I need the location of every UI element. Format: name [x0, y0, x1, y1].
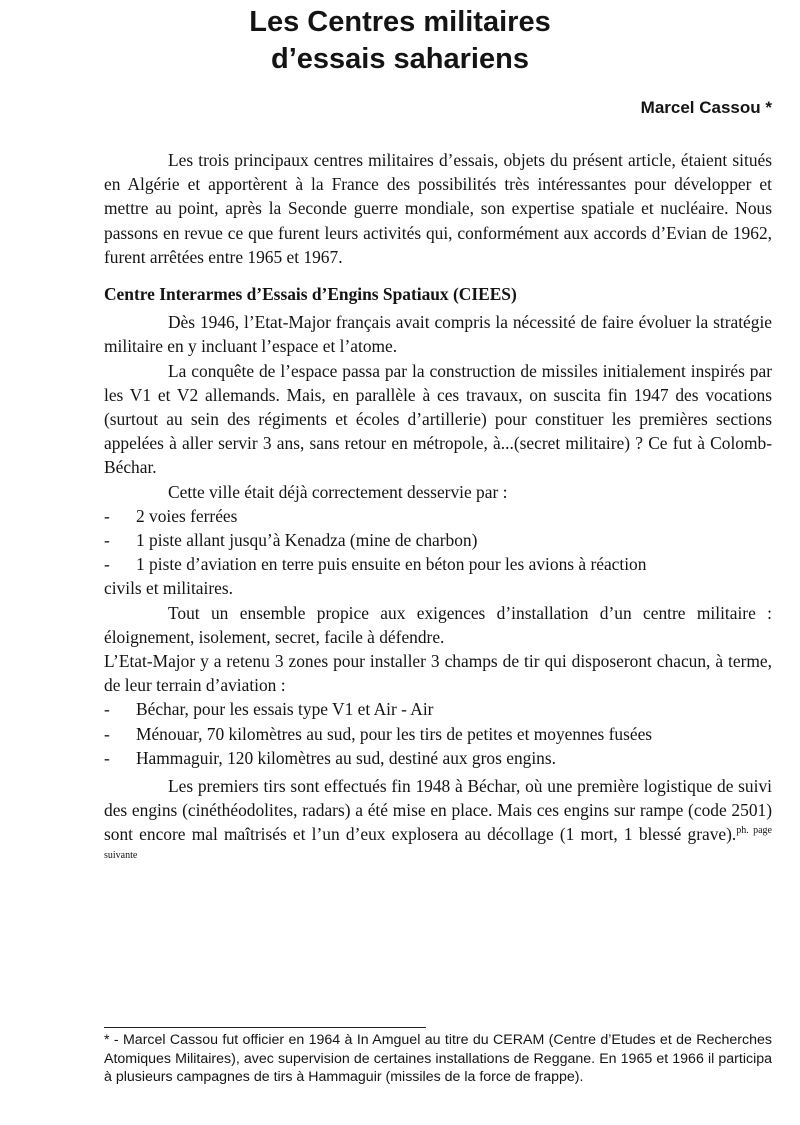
list-item [104, 528, 772, 552]
paragraph-3: Cette ville était déjà correctement desservie par : [168, 481, 508, 502]
paragraph-4: Tout un ensemble propice aux exigences d’installation d’un centre militaire : éloignement, isolement, secret, facile à défendre. [104, 602, 772, 647]
section-heading: Centre Interarmes d’Essais d’Engins Spatiaux (CIEES) [104, 284, 517, 305]
article-title [0, 4, 800, 78]
author-name: Marcel Cassou * [640, 98, 772, 117]
list-dash: - [104, 747, 110, 768]
article-title-line-1: Les Centres militaires [249, 6, 551, 38]
article-body [104, 148, 772, 871]
list-item [104, 746, 772, 770]
list-item-text: 2 voies ferrées [136, 505, 238, 526]
photo-reference-note: ph. page suivante [104, 825, 772, 861]
list-item [104, 697, 772, 721]
list-infrastructure [104, 504, 772, 601]
list-item [104, 552, 772, 576]
intro-paragraph: Les trois principaux centres militaires d’essais, objets du présent article, étaient situés en Algérie et apportèrent à la France des possibilités très intéressantes pour développer et mettre au point, après la Seconde guerre mondiale, son expertise spatiale et nucléaire. Nous passons en revue ce que furent leurs activités qui, conformément aux accords d’Evian de 1962, furent arrêtées entre 1965 et 1967. [104, 150, 772, 267]
article-title-line-2: d’essais sahariens [271, 43, 529, 75]
paragraph-5: L’Etat-Major y a retenu 3 zones pour installer 3 champs de tir qui disposeront chacun, à terme, de leur terrain d’aviation : [104, 651, 772, 696]
paragraph-2: La conquête de l’espace passa par la construction de missiles initialement inspirés par les V1 et V2 allemands. Mais, en parallèle à ces travaux, on suscita fin 1947 des vocations (surtout au sein des régiments et écoles d’artillerie) pour constituer les premières sections appelées à aller servir 3 ans, sans retour en métropole, à...(secret militaire) ? Ce fut à Colomb-Béchar. [104, 360, 772, 478]
list-item-text: Béchar, pour les essais type V1 et Air - Air [136, 699, 434, 720]
paragraph-6 [104, 774, 772, 871]
list-item-text: 1 piste d’aviation en terre puis ensuite en béton pour les avions à réaction [136, 554, 647, 575]
list-item-text: 1 piste allant jusqu’à Kenadza (mine de charbon) [136, 530, 478, 551]
list-dash: - [104, 505, 110, 526]
list-item [104, 722, 772, 746]
list-item-text: Hammaguir, 120 kilomètres au sud, destiné aux gros engins. [136, 747, 556, 768]
paragraph-1: Dès 1946, l’Etat-Major français avait compris la nécessité de faire évoluer la stratégie militaire en y incluant l’espace et l’atome. [104, 312, 772, 357]
list-dash: - [104, 530, 110, 551]
footnote-divider [104, 1027, 426, 1028]
list-dash: - [104, 723, 110, 744]
list-dash: - [104, 699, 110, 720]
list-firing-ranges [104, 697, 772, 770]
list-item-continuation: civils et militaires. [104, 578, 233, 599]
list-item-text: Ménouar, 70 kilomètres au sud, pour les tirs de petites et moyennes fusées [136, 723, 653, 744]
paragraph-6-text: Les premiers tirs sont effectués fin 1948 à Béchar, où une première logistique de suivi des engins (cinéthéodolites, radars) a été mise en place. Mais ces engins sur rampe (code 2501) sont encore mal maîtrisés et l’un d’eux explosera au décollage (1 mort, 1 blessé grave). [104, 776, 772, 845]
list-item [104, 504, 772, 528]
footnote: * - Marcel Cassou fut officier en 1964 à In Amguel au titre du CERAM (Centre d’Etudes et de Recherches Atomiques Militaires), avec supervision de certaines installations de Reggane. En 1965 et 1966 il participa à plusieurs campagnes de tirs à Hammaguir (missiles de la force de frappe). [104, 1032, 772, 1086]
list-dash: - [104, 554, 110, 575]
